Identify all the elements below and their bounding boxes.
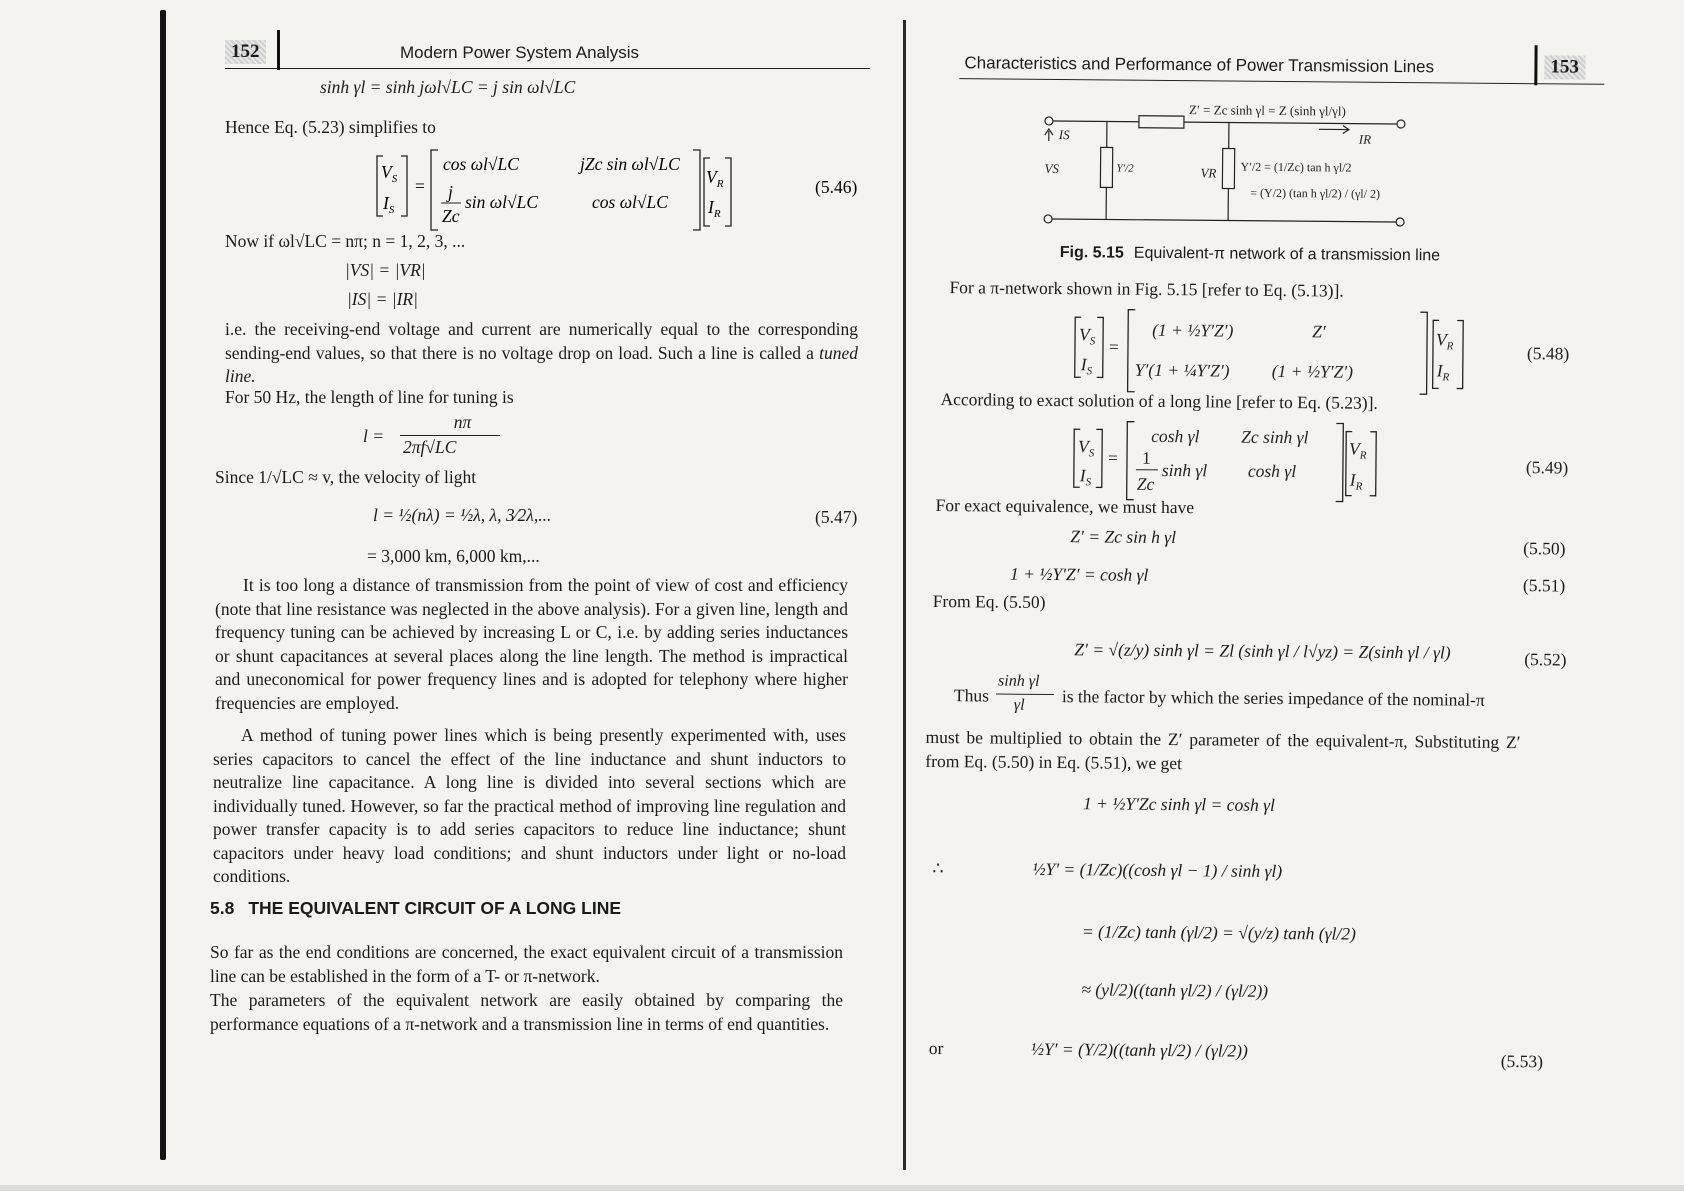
y-left-label: Y′/2 (1116, 162, 1134, 175)
m549-a21-tail: sinh γl (1161, 459, 1208, 481)
page-number-bar (277, 30, 280, 70)
paragraph-so-far: So far as the end conditions are concerned, the exact equivalent circuit of a transmission line can be established in the form of a T- or π-network. (210, 942, 843, 986)
equation-5-48 (937, 306, 1588, 402)
svg-text:=: = (1107, 447, 1118, 468)
equation-is-ir: |IS| = |IR| (347, 289, 418, 309)
paragraph-ie: i.e. the receiving-end voltage and current are numerically equal to the corresponding sending-end values, so that there is no voltage drop on load. Such a line is called a tuned line. (225, 319, 859, 386)
m549-a21-num: 1 (1141, 447, 1151, 468)
a11: cos ωl√LC (443, 154, 519, 174)
paragraph-must-be-multiplied: must be multiplied to obtain the Z′ parameter of the equivalent-π, Substituting Z′ from Eq. (5.50) in Eq. (5.51), we get (925, 726, 1521, 773)
vr-label: VR (1200, 165, 1217, 181)
shunt-admittance-left (1100, 147, 1112, 187)
paragraph-from-eq: From Eq. (5.50) (932, 590, 1046, 612)
m549-a21-den: Zc (1136, 473, 1155, 494)
ir-label: IR (1358, 131, 1372, 147)
book-spine-shadow (160, 10, 166, 1160)
paragraph-too-long: It is too long a distance of transmission from the point of view of cost and efficiency (note that line resistance was neglected in the above analysis). For a given line, length and frequency tuning can be achieved by increasing L or C, i.e. by adding series inductances or shunt capacitances at several places along the line length. The method is impractical and uneconomical for power frequency lines and is adopted for telephony where higher frequencies are employed. (215, 575, 848, 713)
eq-number-5-52: (5.52) (1524, 649, 1567, 670)
svg-text:VS: $V_S$ (1079, 324, 1096, 348)
equivalent-pi-circuit (1038, 101, 1519, 230)
paragraph-since: Since 1/√LC ≈ v, the velocity of light (215, 467, 477, 487)
figure-label: Fig. 5.15 (1059, 244, 1124, 262)
m549-a12: Zc sinh γl (1241, 426, 1309, 448)
rhs-vr: $V_R$ (706, 167, 724, 190)
vs-label: VS (1044, 160, 1060, 177)
fraction-bar (400, 435, 500, 436)
a22: cos ωl√LC (592, 192, 668, 212)
page-number-left: 152 (225, 40, 266, 64)
equation-5-53: ½Y′ = (Y/2)((tanh γl/2) / (γl/2)) (1030, 1038, 1248, 1061)
paragraph-exact-equivalence: For exact equivalence, we must have (935, 494, 1195, 518)
y-right-label: Y′/2 = (1/Zc) tan h γl/2 (1240, 159, 1352, 175)
svg-text:IS: $I_S$ (1079, 465, 1092, 489)
m548-a12: Z′ (1312, 321, 1326, 342)
a21-den: Zc (442, 206, 460, 226)
equation-5-52: Z′ = √(z/y) sinh γl = Zl (sinh γl / l√yz) = Z(sinh γl / γl) (1074, 639, 1451, 663)
paragraph-exact-solution: According to exact solution of a long line [refer to Eq. (5.23)]. (940, 389, 1378, 413)
tuned-line-term: tuned line. (225, 342, 859, 386)
page-gutter (903, 20, 906, 1170)
equation-now-if: Now if ωl√LC = nπ; n = 1, 2, 3, ... (225, 231, 466, 251)
svg-text:=: = (1108, 336, 1119, 357)
a21-tail: sin ωl√LC (465, 192, 539, 212)
thus-tail: is the factor by which the series impedance of the nominal-π (1061, 686, 1485, 710)
svg-text:IR: $I_R$ (1349, 469, 1363, 493)
thus-word: Thus (953, 685, 990, 706)
eq-number-5-50: (5.50) (1523, 538, 1566, 559)
paragraph-hence: Hence Eq. (5.23) simplifies to (225, 117, 436, 137)
eq-number-5-49: (5.49) (1525, 457, 1569, 478)
lhs-vs: $V_S$ (381, 162, 398, 185)
svg-text:VR: $V_R$ (1435, 329, 1454, 353)
series-impedance (1139, 116, 1184, 128)
page-number-right: 153 (1544, 55, 1585, 79)
y-right-label-2: = (Y/2) (tan h γl/2) / (γl/ 2) (1250, 185, 1381, 201)
section-heading (210, 898, 621, 919)
equation-y-1: ½Y′ = (1/Zc)((cosh γl − 1) / sinh γl) (1032, 858, 1283, 882)
thus-frac-num: sinh γl (997, 672, 1040, 690)
figure-caption (1060, 244, 1440, 265)
running-title-right: Characteristics and Performance of Power Transmission Lines (964, 53, 1435, 77)
svg-text:=: = (415, 176, 425, 196)
circuit-top-label: Z′ = Zc sinh γl = Z (sinh γl/γl) (1188, 102, 1346, 119)
thus-frac-bar (996, 694, 1054, 696)
therefore-symbol: ∴ (932, 857, 944, 879)
equation-l-lhs: l = (363, 426, 385, 446)
svg-text:IR: $I_R$ (1436, 360, 1450, 384)
left-page (210, 0, 875, 1180)
thus-frac-den: γl (1013, 696, 1025, 714)
section-title: THE EQUIVALENT CIRCUIT OF A LONG LINE (248, 898, 622, 918)
equation-l-num: nπ (453, 412, 472, 432)
a21-num: j (448, 182, 453, 202)
right-page (925, 0, 1590, 1186)
running-title-left: Modern Power System Analysis (400, 43, 640, 62)
section-number: 5.8 (210, 898, 235, 918)
is-label: IS (1058, 127, 1070, 143)
equation-y-2: = (1/Zc) tanh (γl/2) = √(y/z) tanh (γl/2) (1081, 921, 1356, 944)
equation-substituted: 1 + ½Y′Zc sinh γl = cosh γl (1082, 793, 1276, 815)
eq-number-5-51: (5.51) (1522, 575, 1566, 596)
lhs-is: $I_S$ (383, 193, 395, 216)
paragraph-for-50hz: For 50 Hz, the length of line for tuning is (225, 387, 514, 407)
paragraph-method: A method of tuning power lines which is being presently experimented with, uses series capacitors to cancel the effect of the line inductance and shunt inductors to neutralize line capacitance. A long line is divided into several sections which are individually tuned. However, so far the practical method of improving line regulation and power transfer capacity is to add series capacitors to reduce line inductance; shunt capacitors under heavy load conditions; and shunt inductors under light or no-load conditions. (213, 725, 846, 886)
eq-number-5-48: (5.48) (1526, 343, 1570, 364)
rhs-ir: $I_R$ (708, 197, 721, 220)
equation-vs-vr: |VS| = |VR| (345, 260, 426, 280)
eq-number-5-53: (5.53) (1500, 1050, 1544, 1072)
page-number-bar-right (1534, 45, 1537, 85)
equation-km: = 3,000 km, 6,000 km,... (367, 546, 540, 566)
svg-text:VS: $V_S$ (1078, 436, 1095, 460)
paragraph-params: The parameters of the equivalent network are easily obtained by comparing the performance equations of a π-network and a transmission line in terms of end quantities. (210, 990, 843, 1034)
equation-5-47: l = ½(nλ) = ½λ, λ, 3⁄2λ,... (373, 505, 552, 525)
figure-caption-text: Equivalent-π network of a transmission line (1133, 244, 1441, 265)
svg-text:IS: $I_S$ (1080, 354, 1093, 378)
m548-a11: (1 + ½Y′Z′) (1152, 319, 1234, 341)
svg-text:VR: $V_R$ (1349, 438, 1367, 462)
equation-y-3: ≈ (yl/2)((tanh γl/2) / (γl/2)) (1081, 979, 1269, 1001)
m548-a22: (1 + ½Y′Z′) (1271, 360, 1354, 382)
equation-sinh: sinh γl = sinh jωl√LC = j sin ωl√LC (320, 77, 576, 97)
running-header-left (225, 38, 870, 69)
shunt-admittance-right (1222, 148, 1234, 188)
equation-l-den: 2πf√LC (403, 437, 457, 457)
equation-5-51: 1 + ½Y′Z′ = cosh γl (1009, 563, 1149, 585)
m549-a22: cosh γl (1247, 460, 1297, 482)
equation-5-50: Z′ = Zc sin h γl (1070, 526, 1177, 548)
running-header-right (959, 48, 1604, 85)
paragraph-thus (954, 684, 989, 708)
eq-number-5-47: (5.47) (815, 507, 858, 527)
paragraph-pi-network: For a π-network shown in Fig. 5.15 [refer to Eq. (5.13)]. (949, 277, 1344, 301)
or-word: or (928, 1037, 944, 1059)
eq-number-5-46: (5.46) (815, 177, 858, 197)
a12: jZc sin ωl√LC (580, 154, 680, 174)
m548-a21: Y′(1 + ¼Y′Z′) (1134, 359, 1230, 381)
m549-a11: cosh γl (1151, 425, 1200, 447)
scan-edge (0, 1185, 1684, 1191)
